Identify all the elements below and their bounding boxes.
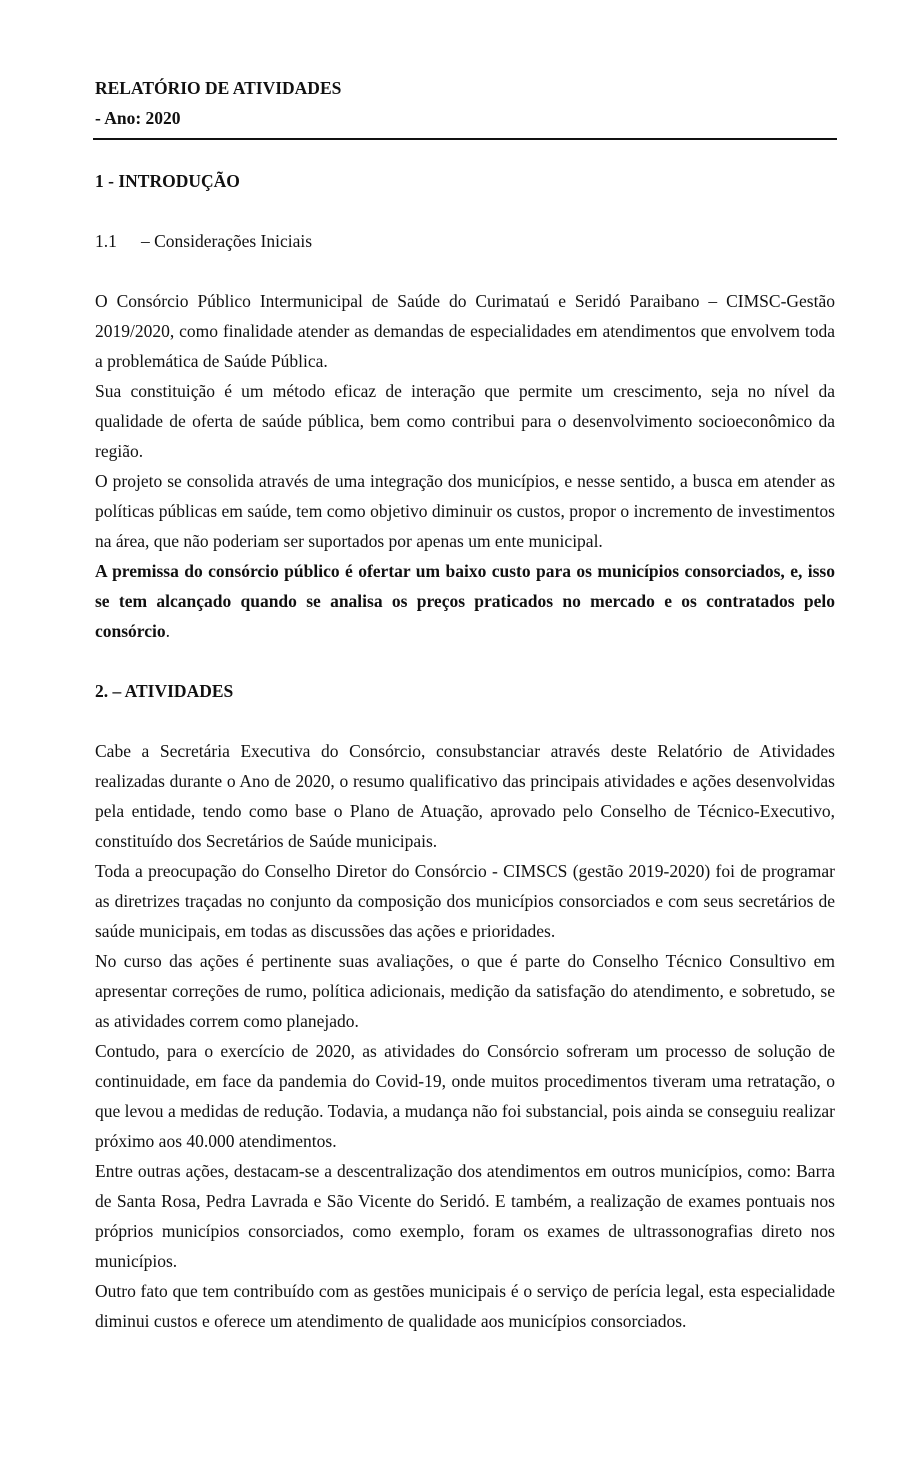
document-page xyxy=(95,73,835,1336)
paragraph: O Consórcio Público Intermunicipal de Saúde do Curimataú e Seridó Paraibano – CIMSC-Gestão 2019/2020, como finalidade atender as demandas de especialidades em atendimentos que envolvem toda a problemática de Saúde Pública. xyxy=(95,291,835,371)
header-divider xyxy=(93,138,837,140)
paragraph: Entre outras ações, destacam-se a descentralização dos atendimentos em outros municípios, como: Barra de Santa Rosa, Pedra Lavrada e São Vicente do Seridó. E também, a realização de exames pontuais nos próprios municípios consorciados, como exemplo, foram os exames de ultrassonografias direto nos municípios. xyxy=(95,1161,835,1271)
subsection-title: – Considerações Iniciais xyxy=(141,231,313,251)
document-title: RELATÓRIO DE ATIVIDADES xyxy=(95,78,342,98)
bold-paragraph xyxy=(95,556,835,646)
subsection-1-1 xyxy=(95,226,835,256)
document-year: - Ano: 2020 xyxy=(95,108,181,128)
section-1-heading: 1 - INTRODUÇÃO xyxy=(95,171,240,191)
paragraph: O projeto se consolida através de uma integração dos municípios, e nesse sentido, a busca em atender as políticas públicas em saúde, tem como objetivo diminuir os custos, propor o incremento de investimentos na área, que não poderiam ser suportados por apenas um ente municipal. xyxy=(95,471,835,551)
subsection-number: 1.1 xyxy=(95,231,117,251)
paragraph: Contudo, para o exercício de 2020, as atividades do Consórcio sofreram um processo de solução de continuidade, em face da pandemia do Covid-19, onde muitos procedimentos tiveram uma retratação, o que levou a medidas de redução. Todavia, a mudança não foi substancial, pois ainda se conseguiu realizar próximo aos 40.000 atendimentos. xyxy=(95,1041,835,1151)
paragraph: Cabe a Secretária Executiva do Consórcio, consubstanciar através deste Relatório de Atividades realizadas durante o Ano de 2020, o resumo qualificativo das principais atividades e ações desenvolvidas pela entidade, tendo como base o Plano de Atuação, aprovado pelo Conselho de Técnico-Executivo, constituído dos Secretários de Saúde municipais. xyxy=(95,741,835,851)
paragraph: Toda a preocupação do Conselho Diretor do Consórcio - CIMSCS (gestão 2019-2020) foi de programar as diretrizes traçadas no conjunto da composição dos municípios consorciados e com seus secretários de saúde municipais, em todas as discussões das ações e prioridades. xyxy=(95,861,835,941)
bold-paragraph-text: A premissa do consórcio público é ofertar um baixo custo para os municípios consorciados, e, isso se tem alcançado quando se analisa os preços praticados no mercado e os contratados pelo consórcio xyxy=(95,561,835,641)
bold-paragraph-end: . xyxy=(165,621,171,641)
paragraph: Outro fato que tem contribuído com as gestões municipais é o serviço de perícia legal, esta especialidade diminui custos e oferece um atendimento de qualidade aos municípios consorciados. xyxy=(95,1281,835,1331)
paragraph: Sua constituição é um método eficaz de interação que permite um crescimento, seja no nível da qualidade de oferta de saúde pública, bem como contribui para o desenvolvimento socioeconômico da região. xyxy=(95,381,835,461)
paragraph: No curso das ações é pertinente suas avaliações, o que é parte do Conselho Técnico Consultivo em apresentar correções de rumo, política adicionais, medição da satisfação do atendimento, e sobretudo, se as atividades correm como planejado. xyxy=(95,951,835,1031)
section-2-heading: 2. – ATIVIDADES xyxy=(95,681,234,701)
